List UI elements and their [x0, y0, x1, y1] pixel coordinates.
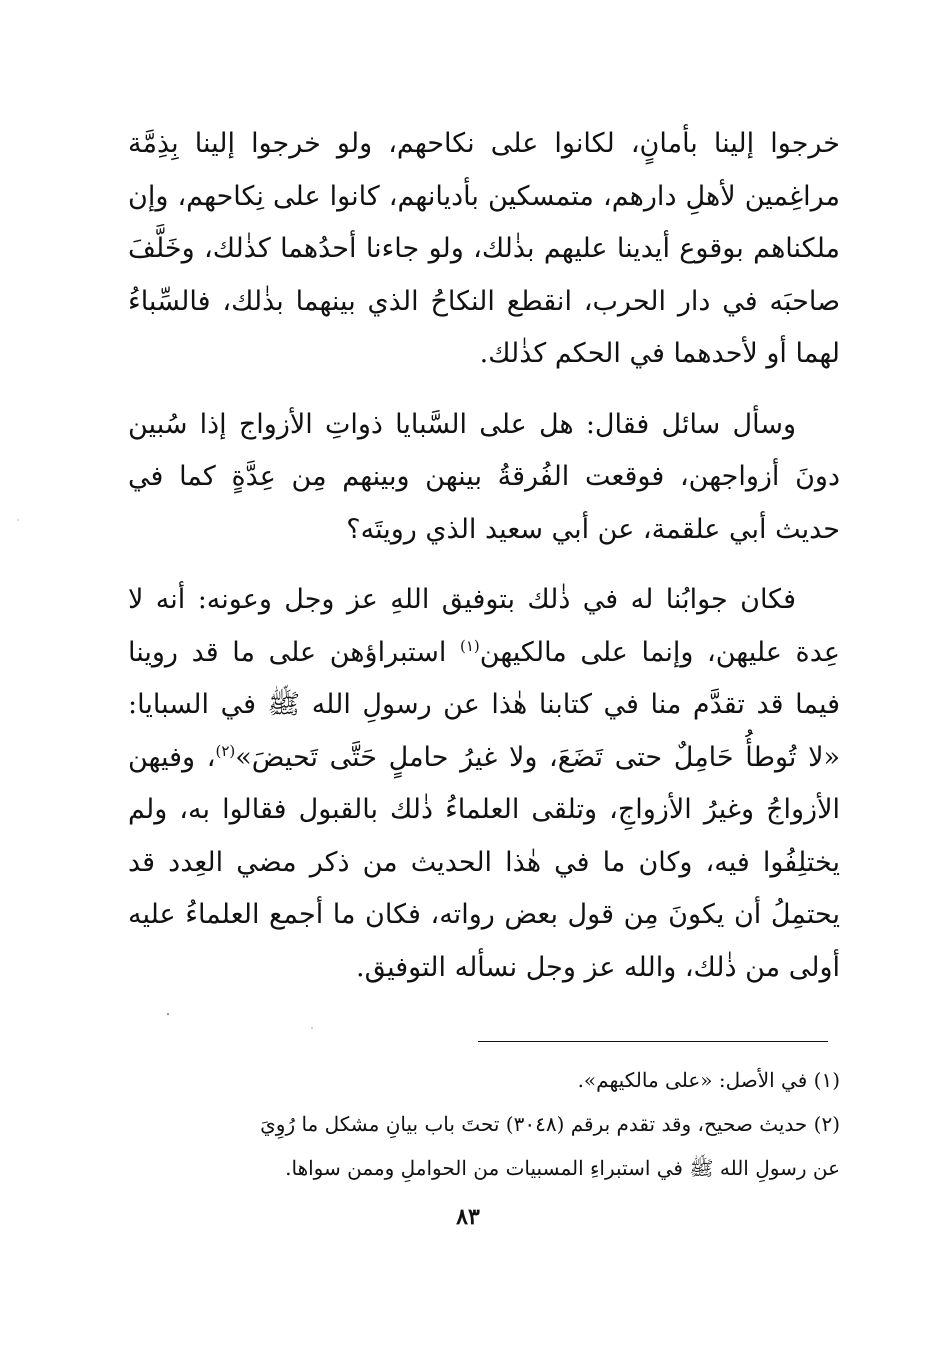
- paragraph-2: [128, 399, 840, 557]
- footnote-2: [128, 1102, 840, 1190]
- scan-speck: [167, 1013, 169, 1015]
- paragraph-1-text: خرجوا إلينا بأمانٍ، لكانوا على نكاحهم، ولو خرجوا إلينا بِذِمَّة مراغِمين لأهلِ دارهم، متمسكين بأديانهم، كانوا على نِكاحهم، وإن ملكناهم بوقوع أيدينا عليهم بذٰلك، ولو جاءنا أحدُهما كذٰلك، وخَلَّفَ صاحبَه في دار الحرب، انقطع النكاحُ الذي بينهما بذٰلك، فالسِّباءُ لهما أو لأحدهما في الحكم كذٰلك.: [128, 128, 840, 369]
- paragraph-2-text: وسأل سائل فقال: هل على السَّبايا ذواتِ الأزواج إذا سُبين دونَ أزواجهن، فوقعت الفُرقةُ بينهن وبينهم مِن عِدَّةٍ كما في حديث أبي علقمة، عن أبي سعيد الذي رويتَه؟: [128, 408, 840, 545]
- footnote-reference-1[interactable]: (١): [460, 636, 480, 655]
- paragraph-3-text-end: ، وفيهن الأزواجُ وغيرُ الأزواجِ، وتلقى العلماءُ ذٰلك بالقبول فقالوا به، ولم يختلِفُوا فيه، وكان ما في هٰذا الحديث من ذكر مضي العِدد قد يحتمِلُ أن يكونَ مِن قول بعض رواته، فكان ما أجمع العلماءُ عليه أولى من ذٰلك، والله عز وجل نسأله التوفيق.: [128, 741, 840, 983]
- paragraph-3-text-start: فكان جوابُنا له في ذٰلك بتوفيق اللهِ عز وجل وعونه: أنه لا عِدة عليهن، وإنما على مالكيهن: [128, 584, 840, 668]
- footnote-1: [128, 1058, 840, 1102]
- paragraph-3: [128, 574, 840, 994]
- footnote-reference-2[interactable]: (٢): [215, 741, 236, 760]
- footnotes: [128, 1058, 840, 1190]
- footnote-separator: [478, 1041, 828, 1042]
- paragraph-3-text-middle: استبراؤهن على ما قد روينا فيما قد تقدَّم منا في كتابنا هٰذا عن رسولِ الله ﷺ في السبايا: «لا تُوطأُ حَامِلٌ حتى تَضَعَ، ولا غيرُ حاملٍ حَتَّى تَحيضَ»: [128, 636, 841, 773]
- scan-speck: [17, 519, 19, 521]
- page-number: ٨٣: [456, 1204, 480, 1230]
- footnote-1-text: في الأصل: «على مالكيهم».: [577, 1068, 808, 1092]
- paragraph-1: [128, 118, 840, 381]
- footnote-1-number: (١): [813, 1068, 840, 1092]
- footnote-2-text: حديث صحيح، وقد تقدم برقم (٣٠٤٨) تحتَ باب بيانِ مشكل ما رُوِيَ: [260, 1112, 808, 1136]
- scan-speck: [311, 1027, 313, 1029]
- footnote-2-continuation: عن رسولِ الله ﷺ في استبراءِ المسبيات من الحواملِ وممن سواها.: [285, 1156, 840, 1180]
- main-text: [128, 118, 840, 994]
- footnote-2-number: (٢): [813, 1112, 840, 1136]
